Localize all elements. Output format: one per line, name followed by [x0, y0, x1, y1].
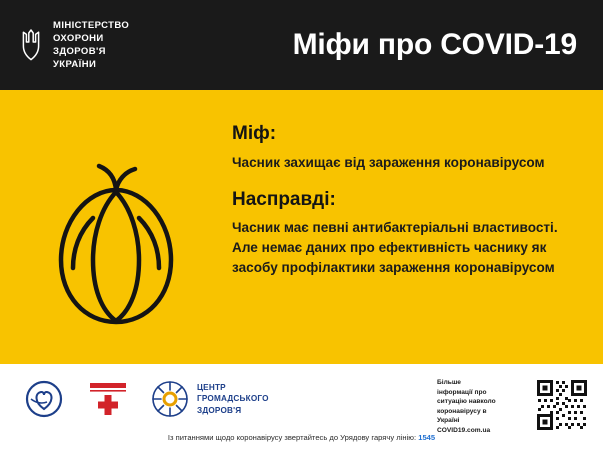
ministry-line-4: УКРАЇНИ: [53, 59, 97, 71]
info-line-2: інформації про: [437, 388, 487, 396]
ministry-line-1: МІНІСТЕРСТВО: [53, 19, 130, 31]
footer-info-block: [437, 376, 589, 435]
red-cross-logo-icon: [86, 379, 130, 419]
myth-heading: Міф:: [232, 123, 277, 144]
poster-header: [0, 0, 603, 90]
fact-heading: Насправді:: [232, 188, 336, 210]
unicef-ribbon-logo-icon: [22, 379, 66, 419]
ukraine-trident-icon: [18, 28, 44, 62]
ministry-block: [18, 19, 129, 71]
garlic-bulb-icon: [0, 108, 232, 335]
myth-text-column: [232, 108, 603, 278]
cgz-line-1: ЦЕНТР: [197, 383, 226, 393]
info-line-4: коронавірусу в: [437, 407, 487, 415]
cgz-line-2: ГРОМАДСЬКОГО: [197, 394, 269, 404]
qr-code-icon[interactable]: [535, 378, 589, 432]
ministry-name: [53, 19, 129, 71]
hotline-number: 1545: [418, 433, 436, 442]
myth-body: Часник захищає від зараження коронавірусом: [232, 154, 545, 170]
info-line-5: Україні: [437, 417, 460, 425]
public-health-center-label: [197, 382, 269, 415]
info-site-url: COVID19.com.ua: [437, 426, 491, 434]
hotline-note: [0, 433, 603, 442]
myth-block: [232, 122, 577, 173]
info-line-3: ситуацію навколо: [437, 398, 496, 406]
partner-logos: [22, 376, 269, 422]
page-title: Міфи про COVID-19: [292, 28, 577, 61]
info-line-1: Більше: [437, 379, 461, 386]
ministry-line-3: ЗДОРОВ'Я: [53, 46, 106, 57]
fact-block: [232, 188, 577, 278]
covid-info-text: [437, 378, 523, 435]
poster-body: [0, 90, 603, 364]
cgz-line-3: ЗДОРОВ'Я: [197, 405, 242, 415]
fact-body: Часник має певні антибактеріальні властивості. Але немає даних про ефективність часнику як засобу профілактики зараження коронавірусом: [232, 220, 558, 276]
public-health-center-logo-icon: [150, 379, 269, 419]
poster-footer: [0, 364, 603, 450]
hotline-text: Із питаннями щодо коронавірусу звертайтесь до Урядову гарячу лінію:: [167, 433, 417, 442]
ministry-line-2: ОХОРОНИ: [53, 32, 104, 44]
